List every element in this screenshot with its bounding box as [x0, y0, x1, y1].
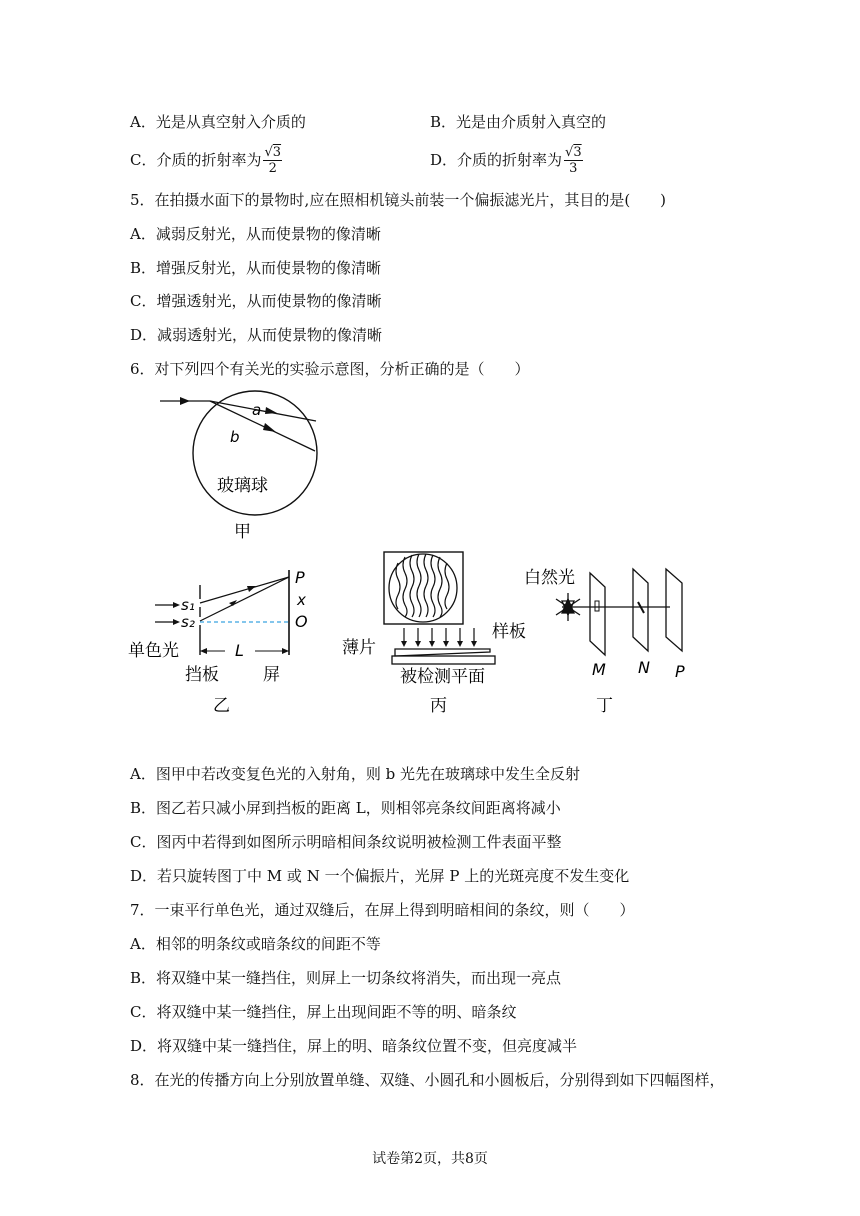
caption-jia: 甲	[234, 522, 251, 542]
q4-option-d-text: D．介质的折射率为	[430, 151, 563, 169]
polarizer-M	[590, 573, 605, 655]
sqrt-sign: √	[264, 145, 273, 160]
label-P: P	[295, 568, 305, 587]
test-surface	[392, 656, 495, 664]
label-monochromatic-light: 单色光	[128, 641, 179, 661]
denominator: 2	[268, 161, 277, 176]
label-film: 薄片	[342, 638, 376, 658]
polarizer-M-slit	[595, 601, 599, 611]
q6-stem: 6．对下列四个有关光的实验示意图，分析正确的是（ ）	[130, 360, 530, 378]
label-glass-sphere: 玻璃球	[217, 476, 268, 496]
ray-a-arrow	[265, 407, 277, 414]
interference-fringes	[396, 554, 449, 617]
q4-option-c-fraction	[263, 146, 282, 176]
screen-P	[666, 569, 682, 651]
label-test-surface: 被检测平面	[400, 667, 485, 687]
q6-option-c: C．图丙中若得到如图所示明暗相间条纹说明被检测工件表面平整	[130, 833, 562, 851]
caption-yi: 乙	[213, 696, 230, 716]
sqrt-sign: √	[565, 145, 574, 160]
q7-option-b: B．将双缝中某一缝挡住，则屏上一切条纹将消失，而出现一亮点	[130, 969, 562, 987]
label-N: N	[638, 658, 650, 677]
label-barrier: 挡板	[185, 665, 219, 685]
figure-yi	[125, 555, 340, 720]
ray-b-arrow	[263, 423, 276, 432]
q6-option-a: A．图甲中若改变复色光的入射角，则 b 光先在玻璃球中发生全反射	[130, 765, 580, 783]
figure-ding	[520, 555, 705, 720]
arrowhead-2	[173, 619, 180, 625]
q5-option-a: A．减弱反射光，从而使景物的像清晰	[130, 225, 381, 243]
q6-option-b: B．图乙若只减小屏到挡板的距离 L，则相邻亮条纹间距离将减小	[130, 799, 561, 817]
sample-plate	[395, 649, 490, 656]
dimension-L-arrow-left	[200, 648, 207, 654]
q5-option-b: B．增强反射光，从而使景物的像清晰	[130, 259, 382, 277]
label-x: x	[297, 591, 306, 609]
label-M: M	[592, 660, 606, 679]
dimension-L-arrow-right	[282, 648, 289, 654]
q5-option-c: C．增强透射光，从而使景物的像清晰	[130, 292, 382, 310]
label-screen: 屏	[263, 665, 280, 685]
q8-stem: 8．在光的传播方向上分别放置单缝、双缝、小圆孔和小圆板后，分别得到如下四幅图样，	[130, 1071, 725, 1089]
ray-s1-arrow	[247, 586, 256, 592]
incident-arrows	[404, 628, 474, 643]
incident-arrowheads	[401, 641, 477, 647]
radicand: 3	[272, 145, 282, 160]
radicand: 3	[573, 145, 582, 160]
incident-arrow	[180, 397, 190, 405]
q4-option-c	[130, 146, 284, 176]
q5-option-d: D．减弱透射光，从而使景物的像清晰	[130, 326, 383, 344]
ray-b	[210, 401, 315, 451]
denominator: 3	[569, 161, 578, 176]
figure-bing	[340, 545, 545, 720]
q4-option-a: A．光是从真空射入介质的	[130, 113, 306, 131]
polarizer-N	[633, 569, 648, 651]
q5-stem: 5．在拍摄水面下的景物时,应在照相机镜头前装一个偏振滤光片，其目的是( )	[130, 191, 667, 209]
q4-option-c-text: C．介质的折射率为	[130, 151, 262, 169]
q4-option-d	[430, 146, 585, 176]
caption-ding: 丁	[596, 696, 613, 716]
q7-option-d: D．将双缝中某一缝挡住，屏上的明、暗条纹位置不变，但亮度减半	[130, 1037, 578, 1055]
q7-stem: 7．一束平行单色光，通过双缝后，在屏上得到明暗相间的条纹，则（ ）	[130, 901, 635, 919]
label-natural-light: 白然光	[524, 568, 575, 588]
q7-option-c: C．将双缝中某一缝挡住，屏上出现间距不等的明、暗条纹	[130, 1003, 517, 1021]
label-b: b	[230, 428, 240, 446]
page-footer: 试卷第2页，共8页	[372, 1151, 488, 1167]
q4-option-b: B．光是由介质射入真空的	[430, 113, 607, 131]
label-sample-plate: 样板	[492, 622, 526, 642]
label-P-screen: P	[675, 662, 685, 681]
label-s1: s₁	[181, 596, 195, 614]
figure-jia	[150, 385, 350, 545]
label-L: L	[235, 641, 244, 660]
label-a: a	[252, 401, 262, 419]
arrowhead-1	[173, 602, 180, 608]
label-s2: s₂	[181, 613, 195, 631]
caption-bing: 丙	[430, 696, 447, 716]
q4-option-d-fraction	[564, 146, 583, 176]
q6-option-d: D．若只旋转图丁中 M 或 N 一个偏振片，光屏 P 上的光斑亮度不发生变化	[130, 867, 630, 885]
q7-option-a: A．相邻的明条纹或暗条纹的间距不等	[130, 935, 381, 953]
label-O: O	[295, 612, 308, 631]
